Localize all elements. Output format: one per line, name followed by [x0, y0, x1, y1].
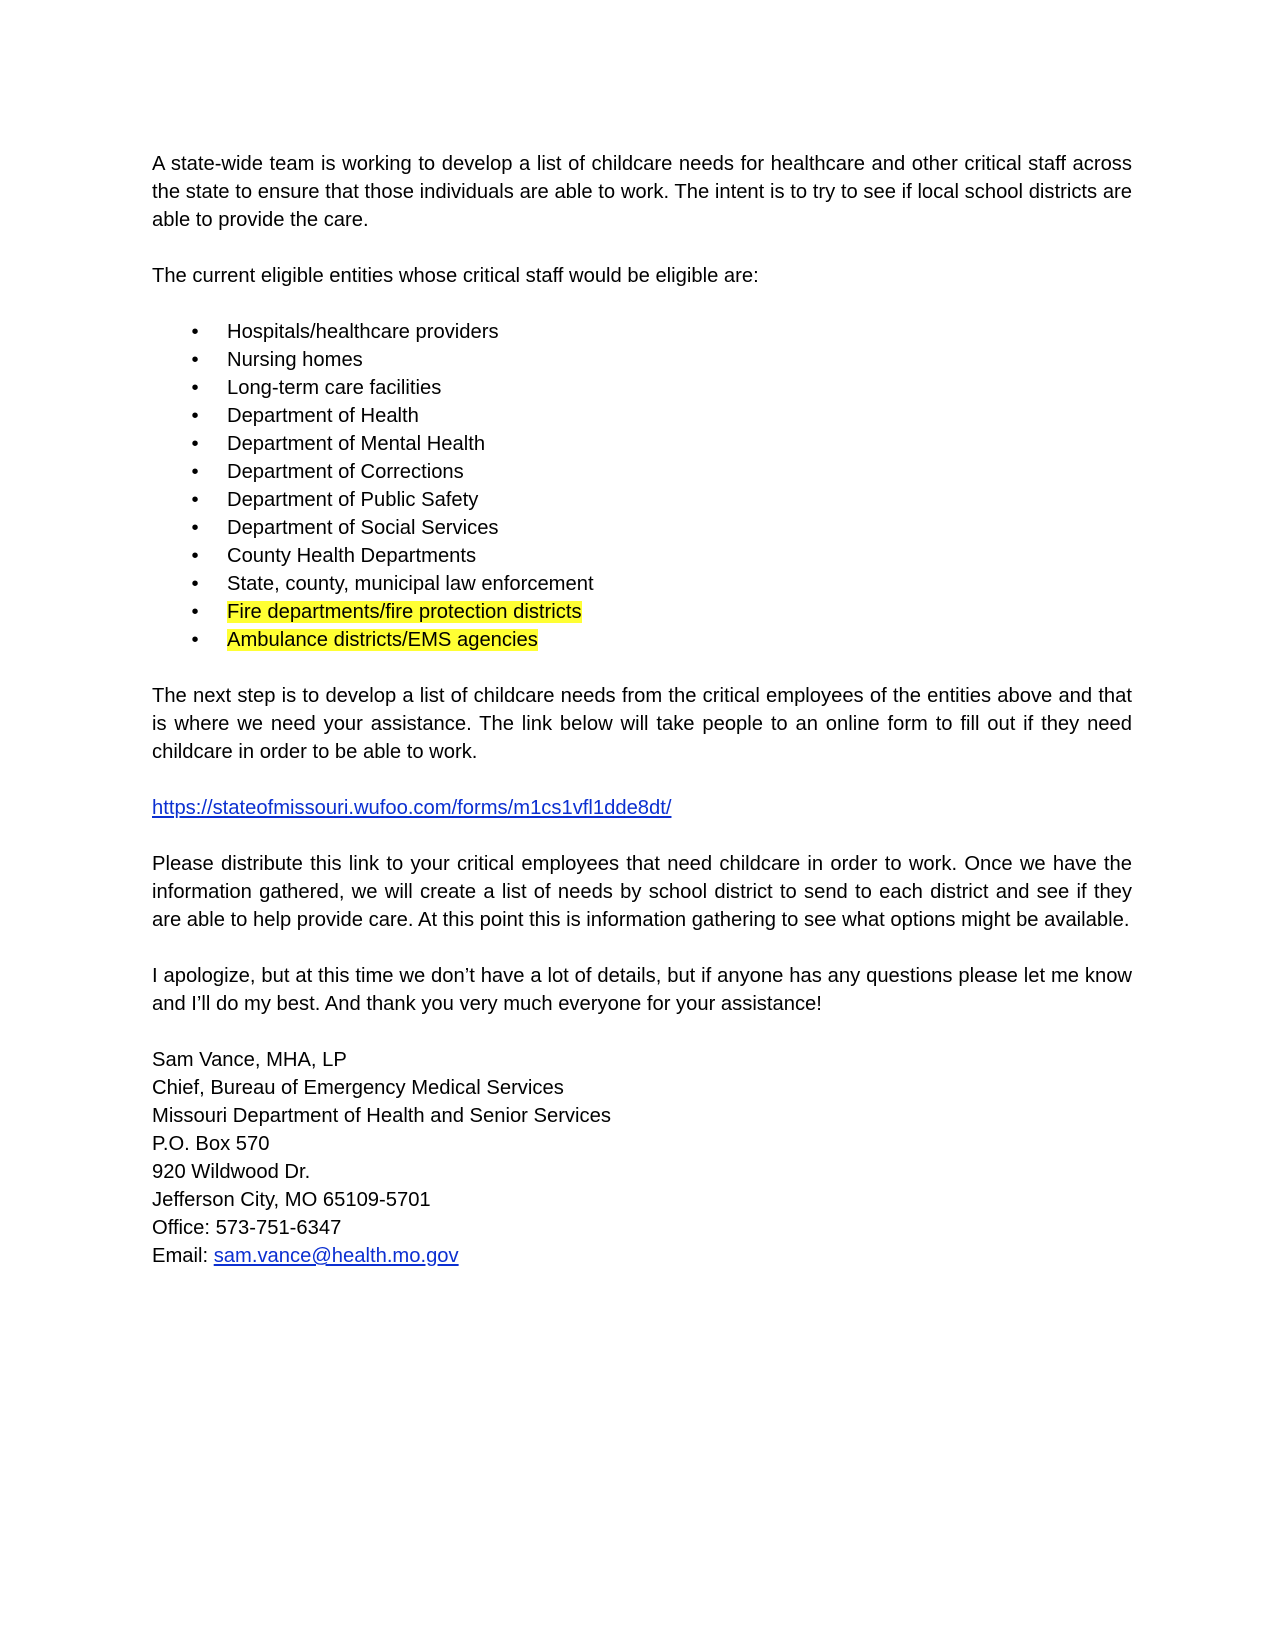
eligible-entities-list: [152, 318, 1132, 654]
list-item: [152, 346, 1132, 374]
bullet-icon: •: [191, 349, 199, 371]
list-item: [152, 318, 1132, 346]
list-item: [152, 626, 1132, 654]
list-item-label: Ambulance districts/EMS agencies: [227, 629, 538, 651]
list-item: [152, 402, 1132, 430]
signature-name: Sam Vance, MHA, LP: [152, 1049, 347, 1071]
list-item: [152, 430, 1132, 458]
signature-email-line: [152, 1242, 1132, 1270]
document-page: [152, 150, 1132, 1270]
list-item: [152, 514, 1132, 542]
bullet-icon: •: [191, 573, 199, 595]
list-item-label: Fire departments/fire protection districts: [227, 601, 582, 623]
list-item: [152, 598, 1132, 626]
eligible-entities-intro: The current eligible entities whose critical staff would be eligible are:: [152, 265, 759, 287]
list-item: [152, 486, 1132, 514]
email-label: Email:: [152, 1245, 214, 1267]
list-item-label: County Health Departments: [227, 545, 477, 567]
distribute-paragraph: Please distribute this link to your critical employees that need childcare in order to work. Once we have the information gathered, we will create a list of needs by school district to send to each district and see if they are able to help provide care. At this point this is information gathering to see what options might be available.: [152, 853, 1132, 931]
bullet-icon: •: [191, 461, 199, 483]
list-item-label: Long-term care facilities: [227, 377, 442, 399]
list-item: [152, 458, 1132, 486]
bullet-icon: •: [191, 433, 199, 455]
bullet-icon: •: [191, 489, 199, 511]
bullet-icon: •: [191, 601, 199, 623]
list-item: [152, 542, 1132, 570]
list-item-label: Department of Mental Health: [227, 433, 486, 455]
signature-street: 920 Wildwood Dr.: [152, 1161, 311, 1183]
list-item: [152, 374, 1132, 402]
signature-organization: Missouri Department of Health and Senior Services: [152, 1105, 611, 1127]
list-item-label: Hospitals/healthcare providers: [227, 321, 499, 343]
list-item-label: Nursing homes: [227, 349, 363, 371]
signature-block: [152, 1046, 1132, 1270]
signature-city: Jefferson City, MO 65109-5701: [152, 1189, 431, 1211]
list-item-label: State, county, municipal law enforcement: [227, 573, 594, 595]
list-item-label: Department of Corrections: [227, 461, 464, 483]
signature-po-box: P.O. Box 570: [152, 1133, 270, 1155]
intro-paragraph: A state-wide team is working to develop a list of childcare needs for healthcare and other critical staff across the state to ensure that those individuals are able to work. The intent is to try to see if local school districts are able to provide the care.: [152, 153, 1132, 231]
bullet-icon: •: [191, 545, 199, 567]
list-item: [152, 570, 1132, 598]
list-item-label: Department of Social Services: [227, 517, 499, 539]
bullet-icon: •: [191, 629, 199, 651]
list-item-label: Department of Public Safety: [227, 489, 479, 511]
email-link[interactable]: sam.vance@health.mo.gov: [213, 1245, 459, 1267]
bullet-icon: •: [191, 517, 199, 539]
signature-title: Chief, Bureau of Emergency Medical Services: [152, 1077, 564, 1099]
apology-paragraph: I apologize, but at this time we don’t have a lot of details, but if anyone has any questions please let me know and I’ll do my best. And thank you very much everyone for your assistance!: [152, 965, 1132, 1015]
next-step-paragraph: The next step is to develop a list of childcare needs from the critical employees of the entities above and that is where we need your assistance. The link below will take people to an online form to fill out if they need childcare in order to be able to work.: [152, 685, 1132, 763]
signature-office-phone: Office: 573-751-6347: [152, 1217, 342, 1239]
bullet-icon: •: [191, 321, 199, 343]
bullet-icon: •: [191, 405, 199, 427]
list-item-label: Department of Health: [227, 405, 419, 427]
form-link[interactable]: https://stateofmissouri.wufoo.com/forms/m1cs1vfl1dde8dt/: [152, 797, 672, 819]
form-link-paragraph: [152, 794, 1132, 822]
bullet-icon: •: [191, 377, 199, 399]
